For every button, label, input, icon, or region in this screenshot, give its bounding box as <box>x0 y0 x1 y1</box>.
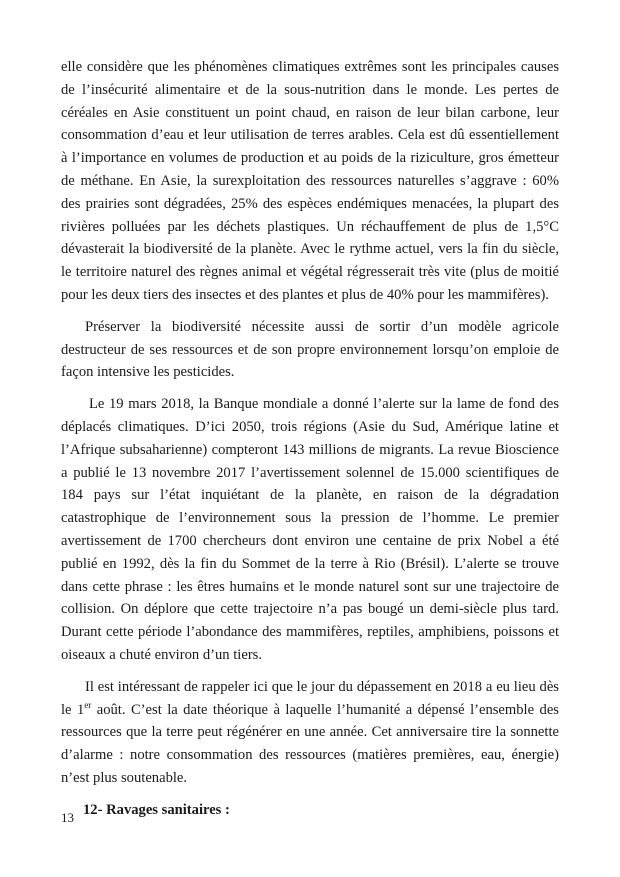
section-heading: 12- Ravages sanitaires : <box>83 801 230 818</box>
paragraph-overshoot-day <box>61 676 559 790</box>
paragraph-biodiversity: Préserver la biodiversité nécessite aussi de sortir d’un modèle agricole destructeur de ses ressources et de son propre environnement lorsqu’on emploie de façon intensive les pesticides. <box>61 318 559 381</box>
paragraph-food-insecurity: elle considère que les phénomènes climatiques extrêmes sont les principales causes de l’insécurité alimentaire et de la sous-nutrition dans le monde. Les pertes de céréales en Asie constituent un point chaud, en raison de leur bilan carbone, leur consommation d’eau et leur utilisation de terres arables. Cela est dû essentiellement à l’importance en volumes de production et au poids de la riziculture, gros émetteur de méthane. En Asie, la surexploitation des ressources naturelles s’aggrave : 60% des prairies sont dégradées, 25% des espèces endémiques menacées, la plupart des rivières polluées par les déchets plastiques. Un réchauffement de plus de 1,5°C dévasterait la biodiversité de la planète. Avec le rythme actuel, vers la fin du siècle, le territoire naturel des règnes animal et végétal régresserait très vite (plus de moitié pour les deux tiers des insectes et des plantes et plus de 40% pour les mammifères). <box>61 59 559 303</box>
paragraph-overshoot-text-end: août. C’est la date théorique à laquelle l’humanité a dépensé l’ensemble des ressources que la terre peut régénérer en une année. Cet anniversaire tire la sonnette d’alarme : notre consommation des ressources (matières premières, eau, énergie) n’est plus soutenable. <box>61 701 559 786</box>
page-number: 13 <box>61 810 74 825</box>
paragraph-climate-displaced: Le 19 mars 2018, la Banque mondiale a donné l’alerte sur la lame de fond des déplacés climatiques. D’ici 2050, trois régions (Asie du Sud, Amérique latine et l’Afrique subsaharienne) compteront 143 millions de migrants. La revue Bioscience a publié le 13 novembre 2017 l’avertissement solennel de 15.000 scientifiques de 184 pays sur l’état inquiétant de la planète, en raison de la dégradation catastrophique de l’environnement sous la pression de l’homme. Le premier avertissement de 1700 chercheurs dont environ une centaine de prix Nobel a été publié en 1992, dès la fin du Sommet de la terre à Rio (Brésil). L’alerte se trouve dans cette phrase : les êtres humains et le monde naturel sont sur une trajectoire de collision. On déplore que cette trajectoire n’a pas bougé un demi-siècle plus tard. Durant cette période l’abondance des mammifères, reptiles, amphibiens, poissons et oiseaux a chuté environ d’un tiers. <box>61 396 559 663</box>
superscript-er: er <box>84 699 92 710</box>
paragraph-overshoot-text-start: Il est intéressant de rappeler ici que le jour du dépassement en 2018 a eu lieu dès le 1 <box>61 678 559 718</box>
page-body <box>61 56 559 821</box>
